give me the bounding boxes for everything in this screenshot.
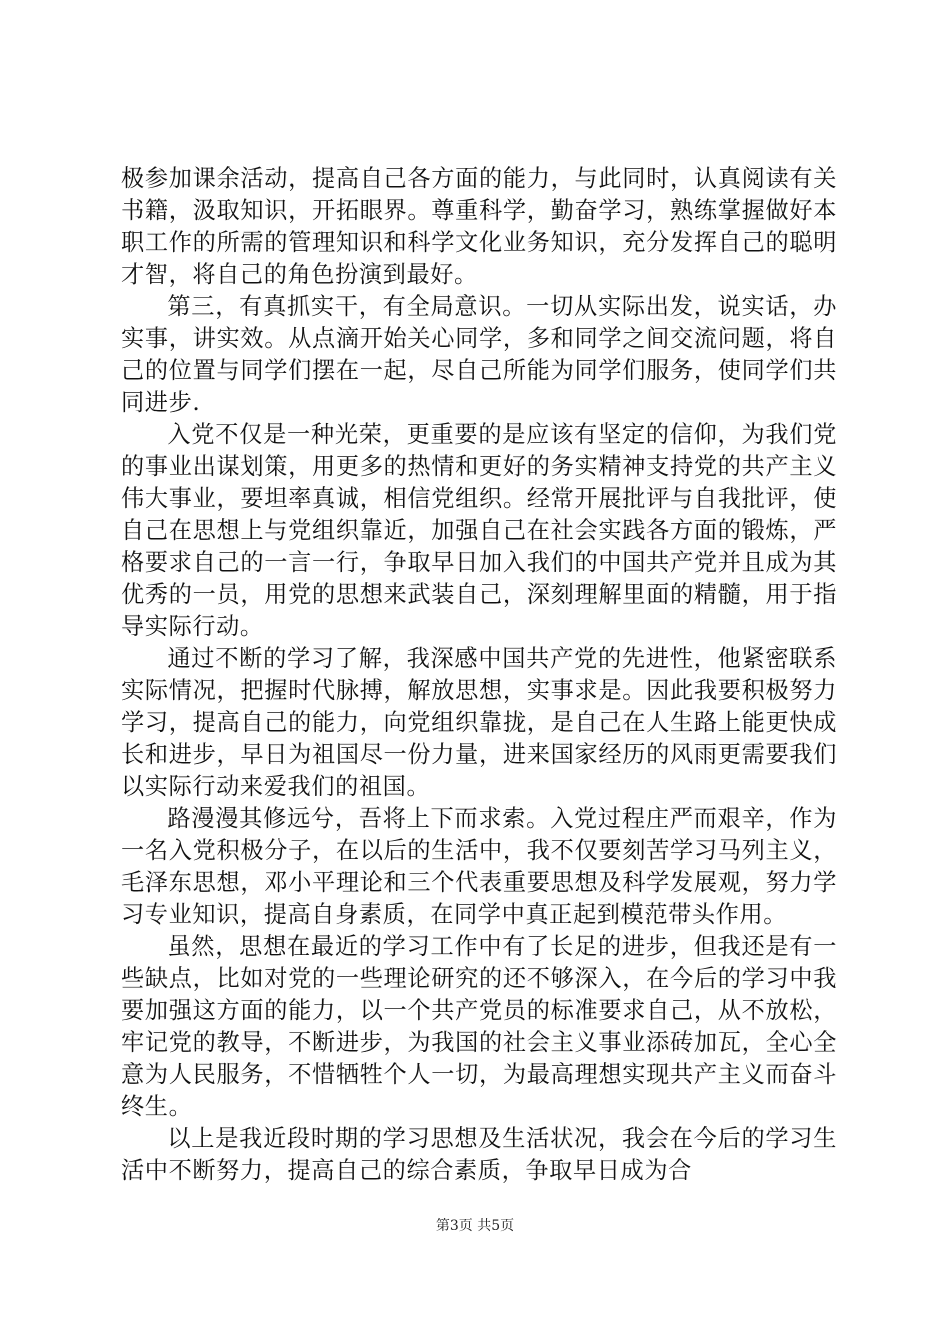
paragraph: 通过不断的学习了解，我深感中国共产党的先进性，他紧密联系实际情况，把握时代脉搏，解放思想，实事求是。因此我要积极努力学习，提高自己的能力，向党组织靠拢，是自己在人生路上能更快成长和进步，早日为祖国尽一份力量，进来国家经历的风雨更需要我们以实际行动来爱我们的祖国。	[121, 645, 837, 800]
paragraph: 路漫漫其修远兮，吾将上下而求索。入党过程庄严而艰辛，作为一名入党积极分子，在以后的生活中，我不仅要刻苦学习马列主义，毛泽东思想，邓小平理论和三个代表重要思想及科学发展观，努力学习专业知识，提高自身素质，在同学中真正起到模范带头作用。	[121, 805, 837, 928]
paragraph: 入党不仅是一种光荣，更重要的是应该有坚定的信仰，为我们党的事业出谋划策，用更多的热情和更好的务实精神支持党的共产主义伟大事业，要坦率真诚，相信党组织。经常开展批评与自我批评，使自己在思想上与党组织靠近，加强自己在社会实践各方面的锻炼，严格要求自己的一言一行，争取早日加入我们的中国共产党并且成为其优秀的一员，用党的思想来武装自己，深刻理解里面的精髓，用于指导实际行动。	[121, 421, 837, 640]
paragraph: 虽然，思想在最近的学习工作中有了长足的进步，但我还是有一些缺点，比如对党的一些理论研究的还不够深入，在今后的学习中我要加强这方面的能力，以一个共产党员的标准要求自己，从不放松，牢记党的教导，不断进步，为我国的社会主义事业添砖加瓦，全心全意为人民服务，不惜牺牲个人一切，为最高理想实现共产主义而奋斗终生。	[121, 933, 837, 1120]
paragraph: 以上是我近段时期的学习思想及生活状况，我会在今后的学习生活中不断努力，提高自己的综合素质，争取早日成为合	[121, 1125, 837, 1184]
paragraph-continued: 极参加课余活动，提高自己各方面的能力，与此同时，认真阅读有关书籍，汲取知识，开拓眼界。尊重科学，勤奋学习，熟练掌握做好本职工作的所需的管理知识和科学文化业务知识，充分发挥自己的聪明才智，将自己的角色扮演到最好。	[121, 165, 837, 288]
page-number-footer: 第3页 共5页	[435, 1218, 515, 1234]
document-body	[121, 163, 837, 1187]
paragraph: 第三，有真抓实干，有全局意识。一切从实际出发，说实话，办实事，讲实效。从点滴开始关心同学，多和同学之间交流问题，将自己的位置与同学们摆在一起，尽自己所能为同学们服务，使同学们共同进步.	[121, 293, 837, 416]
